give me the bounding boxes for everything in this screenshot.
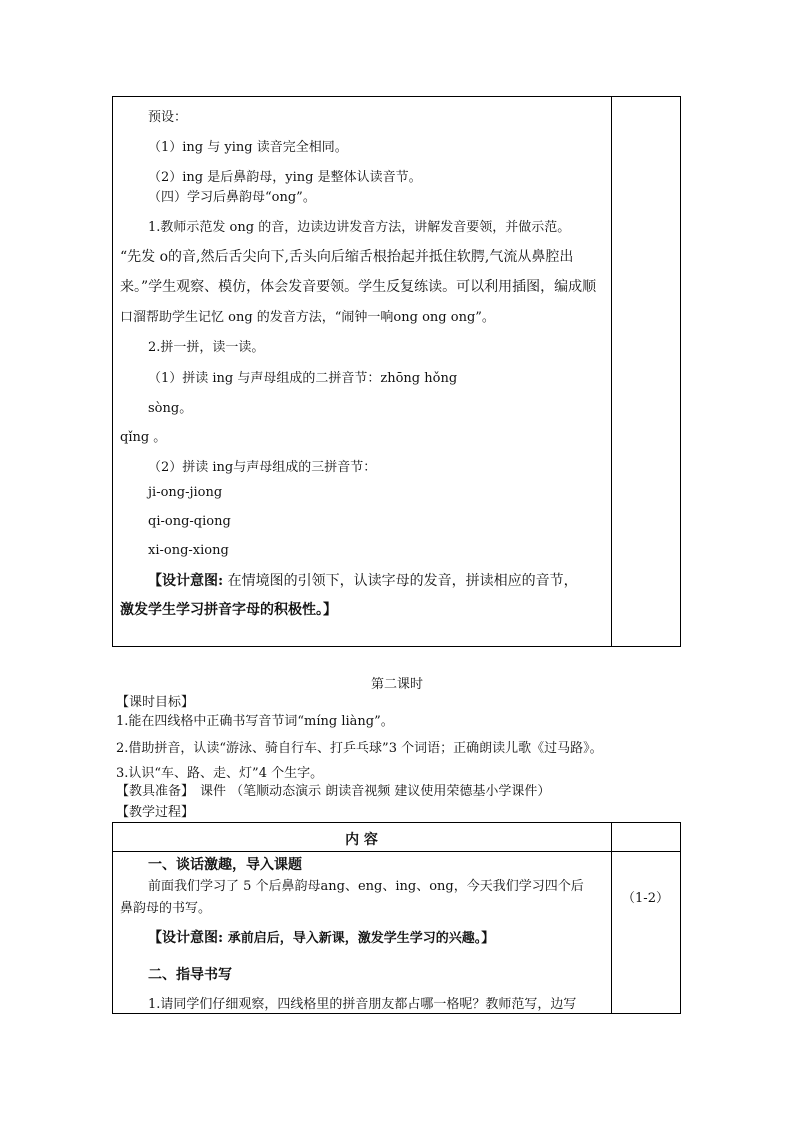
goal-item-3: 3.认识“车、路、走、灯”4 个生字。: [116, 766, 324, 781]
syllable-jiong: ji-ong-jiong: [148, 485, 223, 500]
preset-item-2: （2）ing 是后鼻韵母，ying 是整体认读音节。: [148, 170, 422, 185]
practice-item-2: （2）拼读 ing与声母组成的三拼音节：: [148, 460, 377, 475]
side-note: （1-2）: [622, 891, 669, 906]
prep-header: 【教具准备】: [116, 784, 195, 799]
goal-item-2: 2.借助拼音，认读“游泳、骑自行车、打乒乓球”3 个词语；正确朗读儿歌《过马路》。: [116, 741, 603, 756]
paragraph-line: “先发 o的音,然后舌尖向下,舌头向后缩舌根抬起并抵住软腭,气流从鼻腔出: [120, 249, 574, 265]
paragraph-line: 口溜帮助学生记忆 ong 的发音方法，“闹钟一响ong ong ong”。: [120, 310, 495, 325]
step1-title: 一、谈话激趣，导入课题: [148, 857, 302, 873]
process-header: 【教学过程】: [116, 805, 195, 820]
step2-title: 二、指导书写: [148, 967, 232, 983]
lesson-two-title: 第二课时: [370, 677, 423, 692]
preset-label: 预设：: [148, 110, 188, 125]
design-intent-line: [148, 927, 494, 947]
goal-header: 【课时目标】: [116, 695, 195, 710]
prep-line: [116, 780, 550, 799]
preset-item-1: （1）ing 与 ying 读音完全相同。: [148, 140, 348, 155]
step1-text-line-2: 鼻韵母的书写。: [120, 901, 212, 916]
practice-syllable: sòng。: [148, 401, 193, 416]
step1-text-line-1: 前面我们学习了 5 个后鼻韵母ang、eng、ing、ong，今天我们学习四个后: [148, 879, 584, 894]
paragraph-line: 来。”学生观察、模仿，体会发音要领。学生反复练读。可以利用插图，编成顺: [120, 279, 597, 295]
syllable-xiong: xi-ong-xiong: [148, 543, 229, 558]
step2-text: 1.请同学们仔细观察，四线格里的拼音朋友都占哪一格呢？教师范写，边写: [148, 997, 577, 1012]
prep-text: 课件 （笔顺动态演示 朗读音视频 建议使用荣德基小学课件）: [200, 784, 551, 799]
goal-item-1: 1.能在四线格中正确书写音节词“míng liàng”。: [116, 714, 394, 729]
syllable-qiong: qi-ong-qiong: [148, 514, 231, 529]
design-intent-label: 【设计意图:: [148, 573, 224, 589]
practice-title: 2.拼一拼，读一读。: [148, 340, 265, 355]
practice-item-1: （1）拼读 ing 与声母组成的二拼音节：zhōng hǒng: [148, 371, 458, 386]
subsection-four-title: （四）学习后鼻韵母“ong”。: [148, 190, 316, 205]
design-intent-line-1: [148, 570, 578, 590]
design-intent-label: 【设计意图:: [148, 930, 224, 946]
design-intent-text: 在情境图的引领下，认读字母的发音，拼读相应的音节，: [223, 573, 578, 589]
content-header: 内 容: [345, 832, 378, 848]
paragraph-line: 1.教师示范发 ong 的音，边读边讲发音方法，讲解发音要领，并做示范。: [148, 220, 571, 235]
design-intent-text: 承前启后，导入新课，激发学生学习的兴趣。】: [223, 931, 495, 946]
design-intent-line-2: 激发学生学习拼音字母的积极性。】: [120, 602, 337, 618]
practice-syllable: qǐng 。: [120, 430, 167, 445]
